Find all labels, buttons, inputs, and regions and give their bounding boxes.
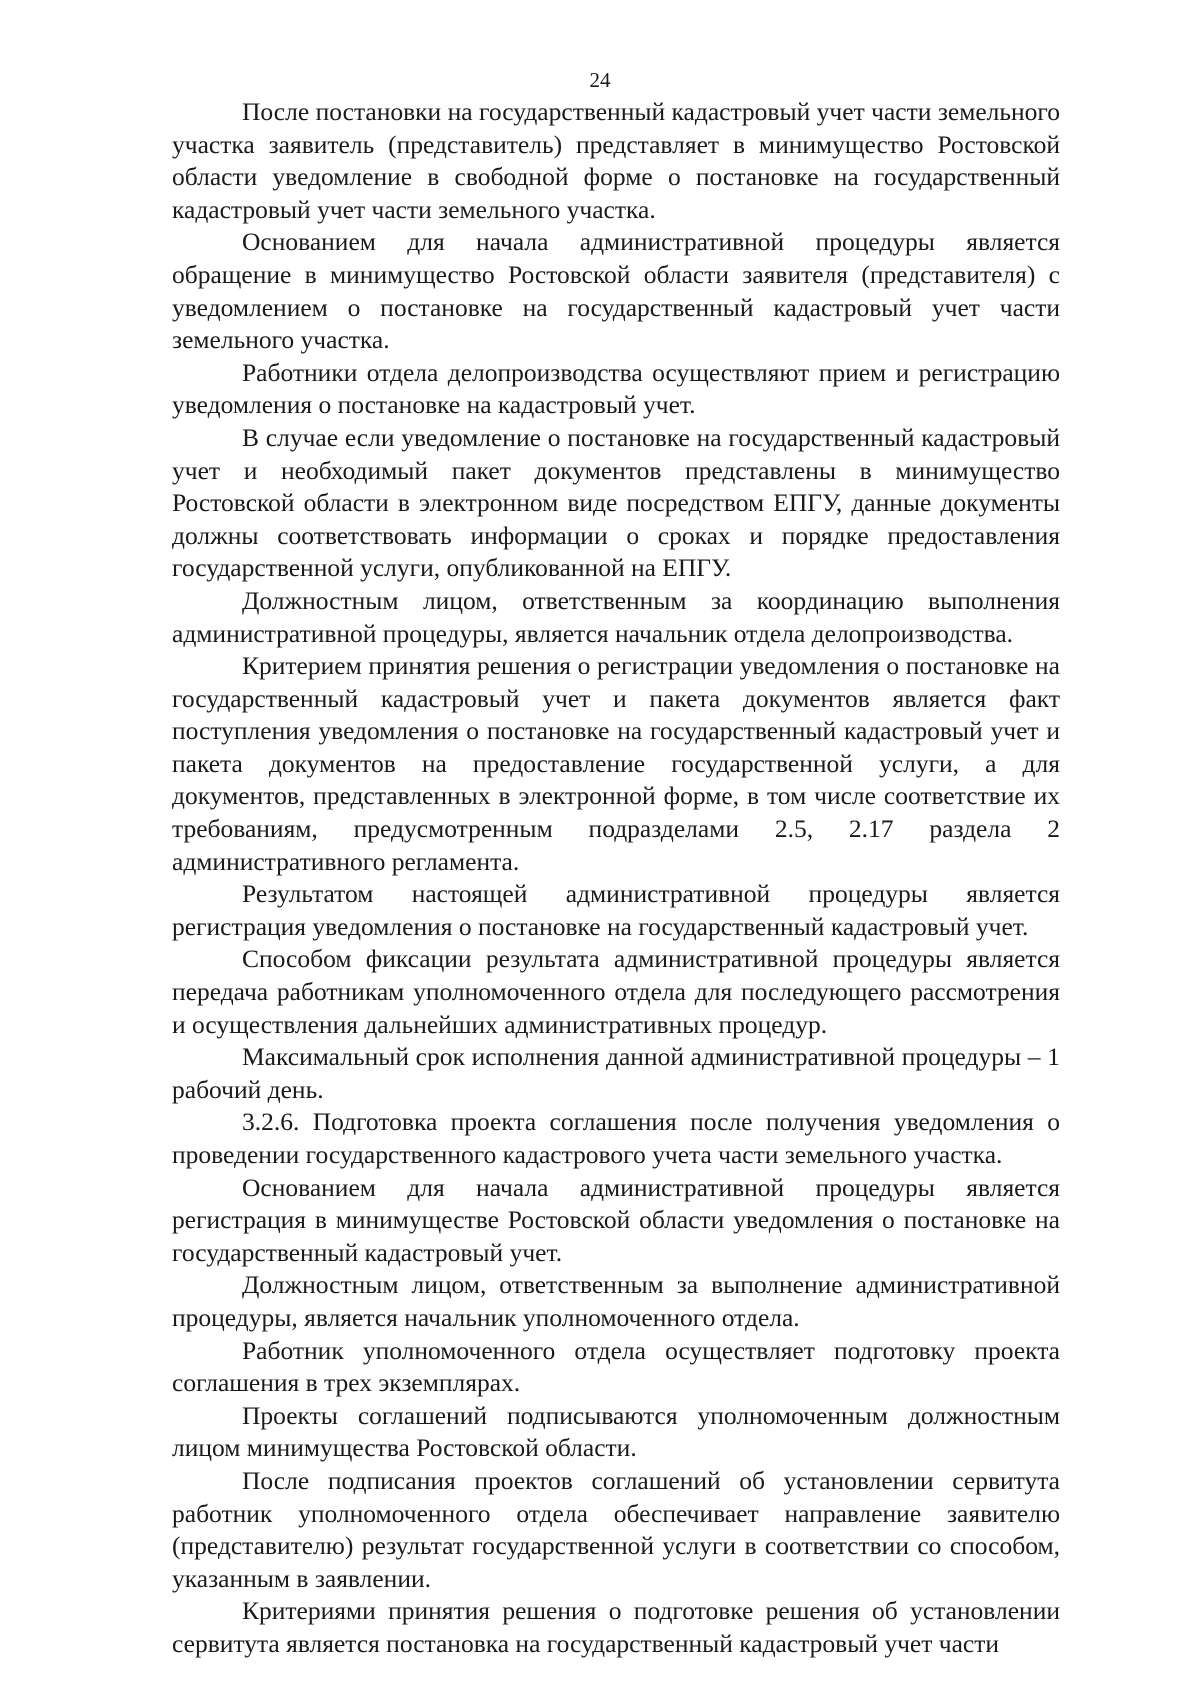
paragraph: После постановки на государственный кадастровый учет части земельного участка заявитель (представитель) представляет в минимущество Ростовской области уведомление в свободной форме о постановке на государственный кадастровый учет части земельного участка. <box>172 97 1060 224</box>
paragraph: Критерием принятия решения о регистрации уведомления о постановке на государственный кадастровый учет и пакета документов является факт поступления уведомления о постановке на государственный кадастровый учет и пакета документов на предоставление государственной услуги, а для документов, представленных в электронной форме, в том числе соответствие их требованиям, предусмотренным подразделами 2.5, 2.17 раздела 2 административного регламента. <box>172 651 1060 876</box>
document-body <box>172 96 1060 1661</box>
paragraph: Результатом настоящей административной процедуры является регистрация уведомления о постановке на государственный кадастровый учет. <box>172 879 1060 941</box>
paragraph: Максимальный срок исполнения данной административной процедуры – 1 рабочий день. <box>172 1042 1060 1104</box>
paragraph: Должностным лицом, ответственным за выполнение административной процедуры, является начальник уполномоченного отдела. <box>172 1270 1060 1332</box>
paragraph: Работник уполномоченного отдела осуществляет подготовку проекта соглашения в трех экземплярах. <box>172 1335 1060 1398</box>
paragraph: В случае если уведомление о постановке на государственный кадастровый учет и необходимый пакет документов представлены в минимущество Ростовской области в электронном виде посредством ЕПГУ, данные документы должны соответствовать информации о сроках и порядке предоставления государственной услуги, опубликованной на ЕПГУ. <box>172 422 1060 583</box>
section-heading-paragraph: 3.2.6. Подготовка проекта соглашения после получения уведомления о проведении государственного кадастрового учета части земельного участка. <box>172 1107 1060 1169</box>
paragraph: Основанием для начала административной процедуры является регистрация в минимуществе Ростовской области уведомления о постановке на государственный кадастровый учет. <box>172 1172 1060 1267</box>
paragraph: Работники отдела делопроизводства осуществляют прием и регистрацию уведомления о постановке на кадастровый учет. <box>172 357 1060 420</box>
paragraph: Способом фиксации результата административной процедуры является передача работникам уполномоченного отдела для последующего рассмотрения и осуществления дальнейших административных процедур. <box>172 944 1060 1039</box>
paragraph: Проекты соглашений подписываются уполномоченным должностным лицом минимущества Ростовской области. <box>172 1400 1060 1463</box>
page-number: 24 <box>589 68 611 92</box>
paragraph-continued: Критериями принятия решения о подготовке решения об установлении сервитута является постановка на государственный кадастровый учет части <box>172 1596 1060 1658</box>
paragraph: Основанием для начала административной процедуры является обращение в минимущество Ростовской области заявителя (представителя) с уведомлением о постановке на государственный кадастровый учет части земельного участка. <box>172 227 1060 355</box>
paragraph: После подписания проектов соглашений об установлении сервитута работник уполномоченного отдела обеспечивает направление заявителю (представителю) результат государственной услуги в соответствии со способом, указанным в заявлении. <box>172 1465 1060 1593</box>
paragraph: Должностным лицом, ответственным за координацию выполнения административной процедуры, является начальник отдела делопроизводства. <box>172 585 1060 648</box>
